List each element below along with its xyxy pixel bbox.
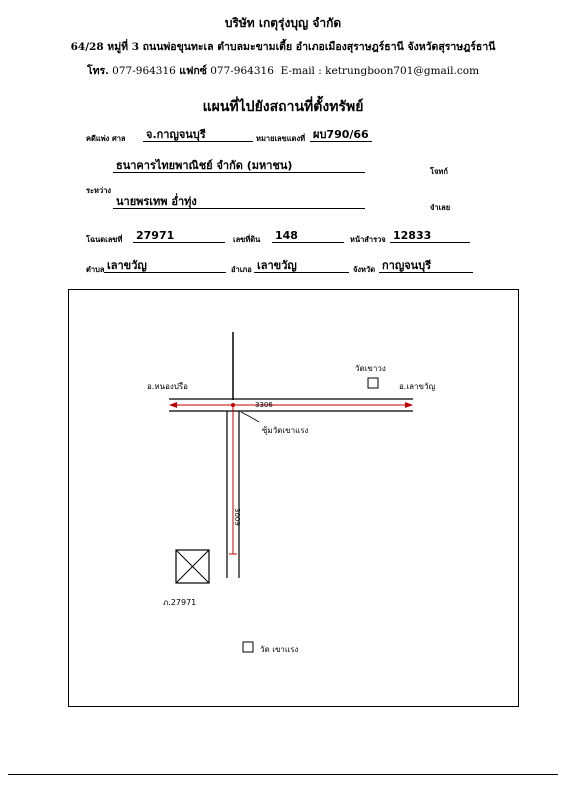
defendant-role-label: จำเลย [430,203,451,212]
deed-label: โฉนดเลขที่ [86,235,123,244]
footer-divider [8,774,558,775]
email-address: ketrungboon701@gmail.com [325,65,480,77]
survey-number-value: 12833 [390,229,470,243]
location-map [68,289,519,707]
plaintiff-value: ธนาคารไทยพาณิชย์ จำกัด (มหาชน) [113,159,365,173]
temple-khao-wong-icon [368,378,378,388]
document-title: แผนที่ไปยังสถานที่ตั้งทรัพย์ [202,99,364,115]
court-value: จ.กาญจนบุรี [143,128,253,142]
province-label: จังหวัด [353,265,376,274]
label-junction: ซุ้มวัดเขาแรง [262,426,309,435]
defendant-value: นายพรเทพ อ่ำทุ่ง [113,195,365,209]
fax-number: 077-964316 [210,65,274,77]
province-value: กาญจนบุรี [379,259,473,273]
survey-label: หน้าสำรวจ [350,235,386,244]
email-label: E-mail : [280,65,322,77]
label-temple: วัด เขาแรง [260,645,299,654]
company-name: บริษัท เกตุรุ่งบุญ จำกัด [224,16,342,30]
subdistrict-value: เลาขวัญ [104,259,226,273]
label-road-3009: 3009 [233,508,241,526]
plaintiff-role-label: โจทก์ [430,167,448,176]
case-number-label: หมายเลขแดงที่ [256,134,306,143]
land-number-label: เลขที่ดิน [233,235,261,244]
company-contact [0,62,566,79]
fax-label: แฟกซ์ [179,65,207,77]
phone-number: 077-964316 [112,65,176,77]
temple-khao-raeng-icon [243,642,253,652]
district-label: อำเภอ [231,265,252,274]
arrow-west-icon [169,402,177,408]
district-value: เลาขวัญ [254,259,349,273]
label-right: อ.เลาขวัญ [399,382,436,391]
junction-dot [231,403,235,407]
company-address: 64/28 หมู่ที่ 3 ถนนพ่อขุนทะเล ตำบลมะขามเตี้ย อำเภอเมืองสุราษฎร์ธานี จังหวัดสุราษฎร์ธานี [70,41,496,53]
case-number-value: ผบ790/66 [310,128,372,142]
label-road-3306: 3306 [255,401,273,409]
between-label: ระหว่าง [86,186,112,195]
land-number-value: 148 [272,229,344,243]
label-top-right: วัดเขาวง [355,364,386,373]
arrow-east-icon [405,402,413,408]
phone-label: โทร. [86,65,109,77]
deed-number-value: 27971 [133,229,225,243]
map-drawing [69,290,520,708]
case-label: คดีแพ่ง ศาล [86,134,126,143]
junction-pointer [241,412,259,422]
label-parcel: ภ.27971 [163,598,197,607]
subdistrict-label: ตำบล [86,265,105,274]
label-left: อ.หนองปรือ [147,382,188,391]
